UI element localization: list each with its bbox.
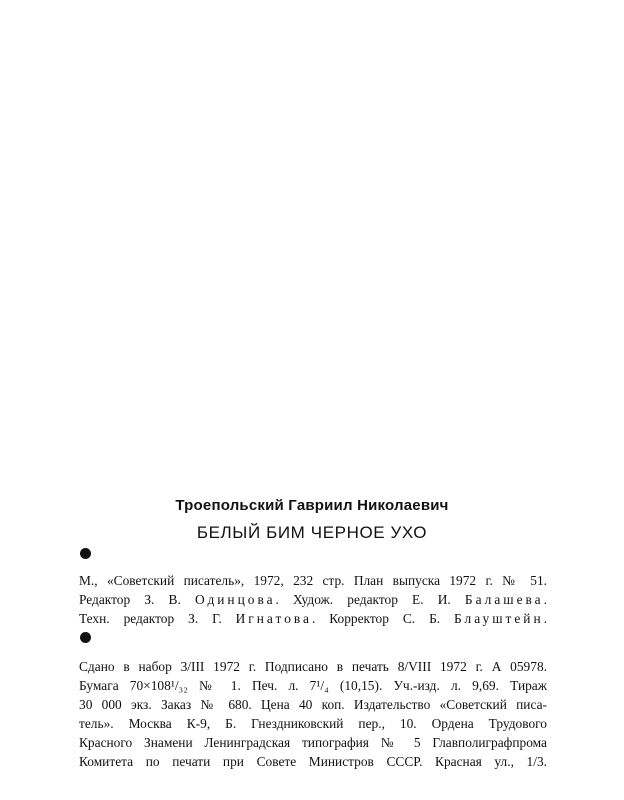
publication-line: [79, 609, 547, 628]
line-end: .: [543, 611, 547, 626]
proofreader-name: Блауштейн: [454, 611, 544, 626]
publication-line: [79, 590, 547, 609]
bullet-icon: [80, 548, 91, 559]
printing-line: Бумага 70×108¹/₃₂ № 1. Печ. л. 7¹/₄ (10,15). Уч.-изд. л. 9,69. Тираж: [79, 678, 547, 693]
bullet-icon: [80, 632, 91, 643]
printing-info: [79, 657, 547, 771]
printing-line: тель». Москва К-9, Б. Гнездниковский пер., 10. Ордена Трудового: [79, 716, 547, 731]
publication-info: [79, 571, 547, 628]
tech-editor-label: Техн. редактор З. Г.: [79, 611, 236, 626]
book-title: БЕЛЫЙ БИМ ЧЕРНОЕ УХО: [196, 523, 428, 542]
printing-line: Сдано в набор 3/III 1972 г. Подписано в печать 8/VIII 1972 г. А 05978.: [79, 659, 547, 674]
proofreader-label: . Корректор С. Б.: [311, 611, 455, 626]
editor-label: Редактор З. В.: [79, 592, 195, 607]
printing-line: Комитета по печати при Совете Министров СССР. Красная ул., 1/3.: [79, 754, 547, 769]
author-name: Троепольский Гавриил Николаевич: [175, 497, 449, 514]
printing-line: Красного Знамени Ленинградская типография № 5 Главполиграфпрома: [79, 735, 547, 750]
editor-name: Одинцова: [194, 592, 276, 607]
line-end: .: [543, 592, 547, 607]
art-editor-name: Балашева: [464, 592, 544, 607]
tech-editor-name: Игнатова: [235, 611, 312, 626]
publication-line: М., «Советский писатель», 1972, 232 стр. План выпуска 1972 г. № 51.: [79, 573, 547, 588]
art-editor-label: . Худож. редактор Е. И.: [275, 592, 465, 607]
printing-line: 30 000 экз. Заказ № 680. Цена 40 коп. Издательство «Советский писа-: [79, 697, 547, 712]
